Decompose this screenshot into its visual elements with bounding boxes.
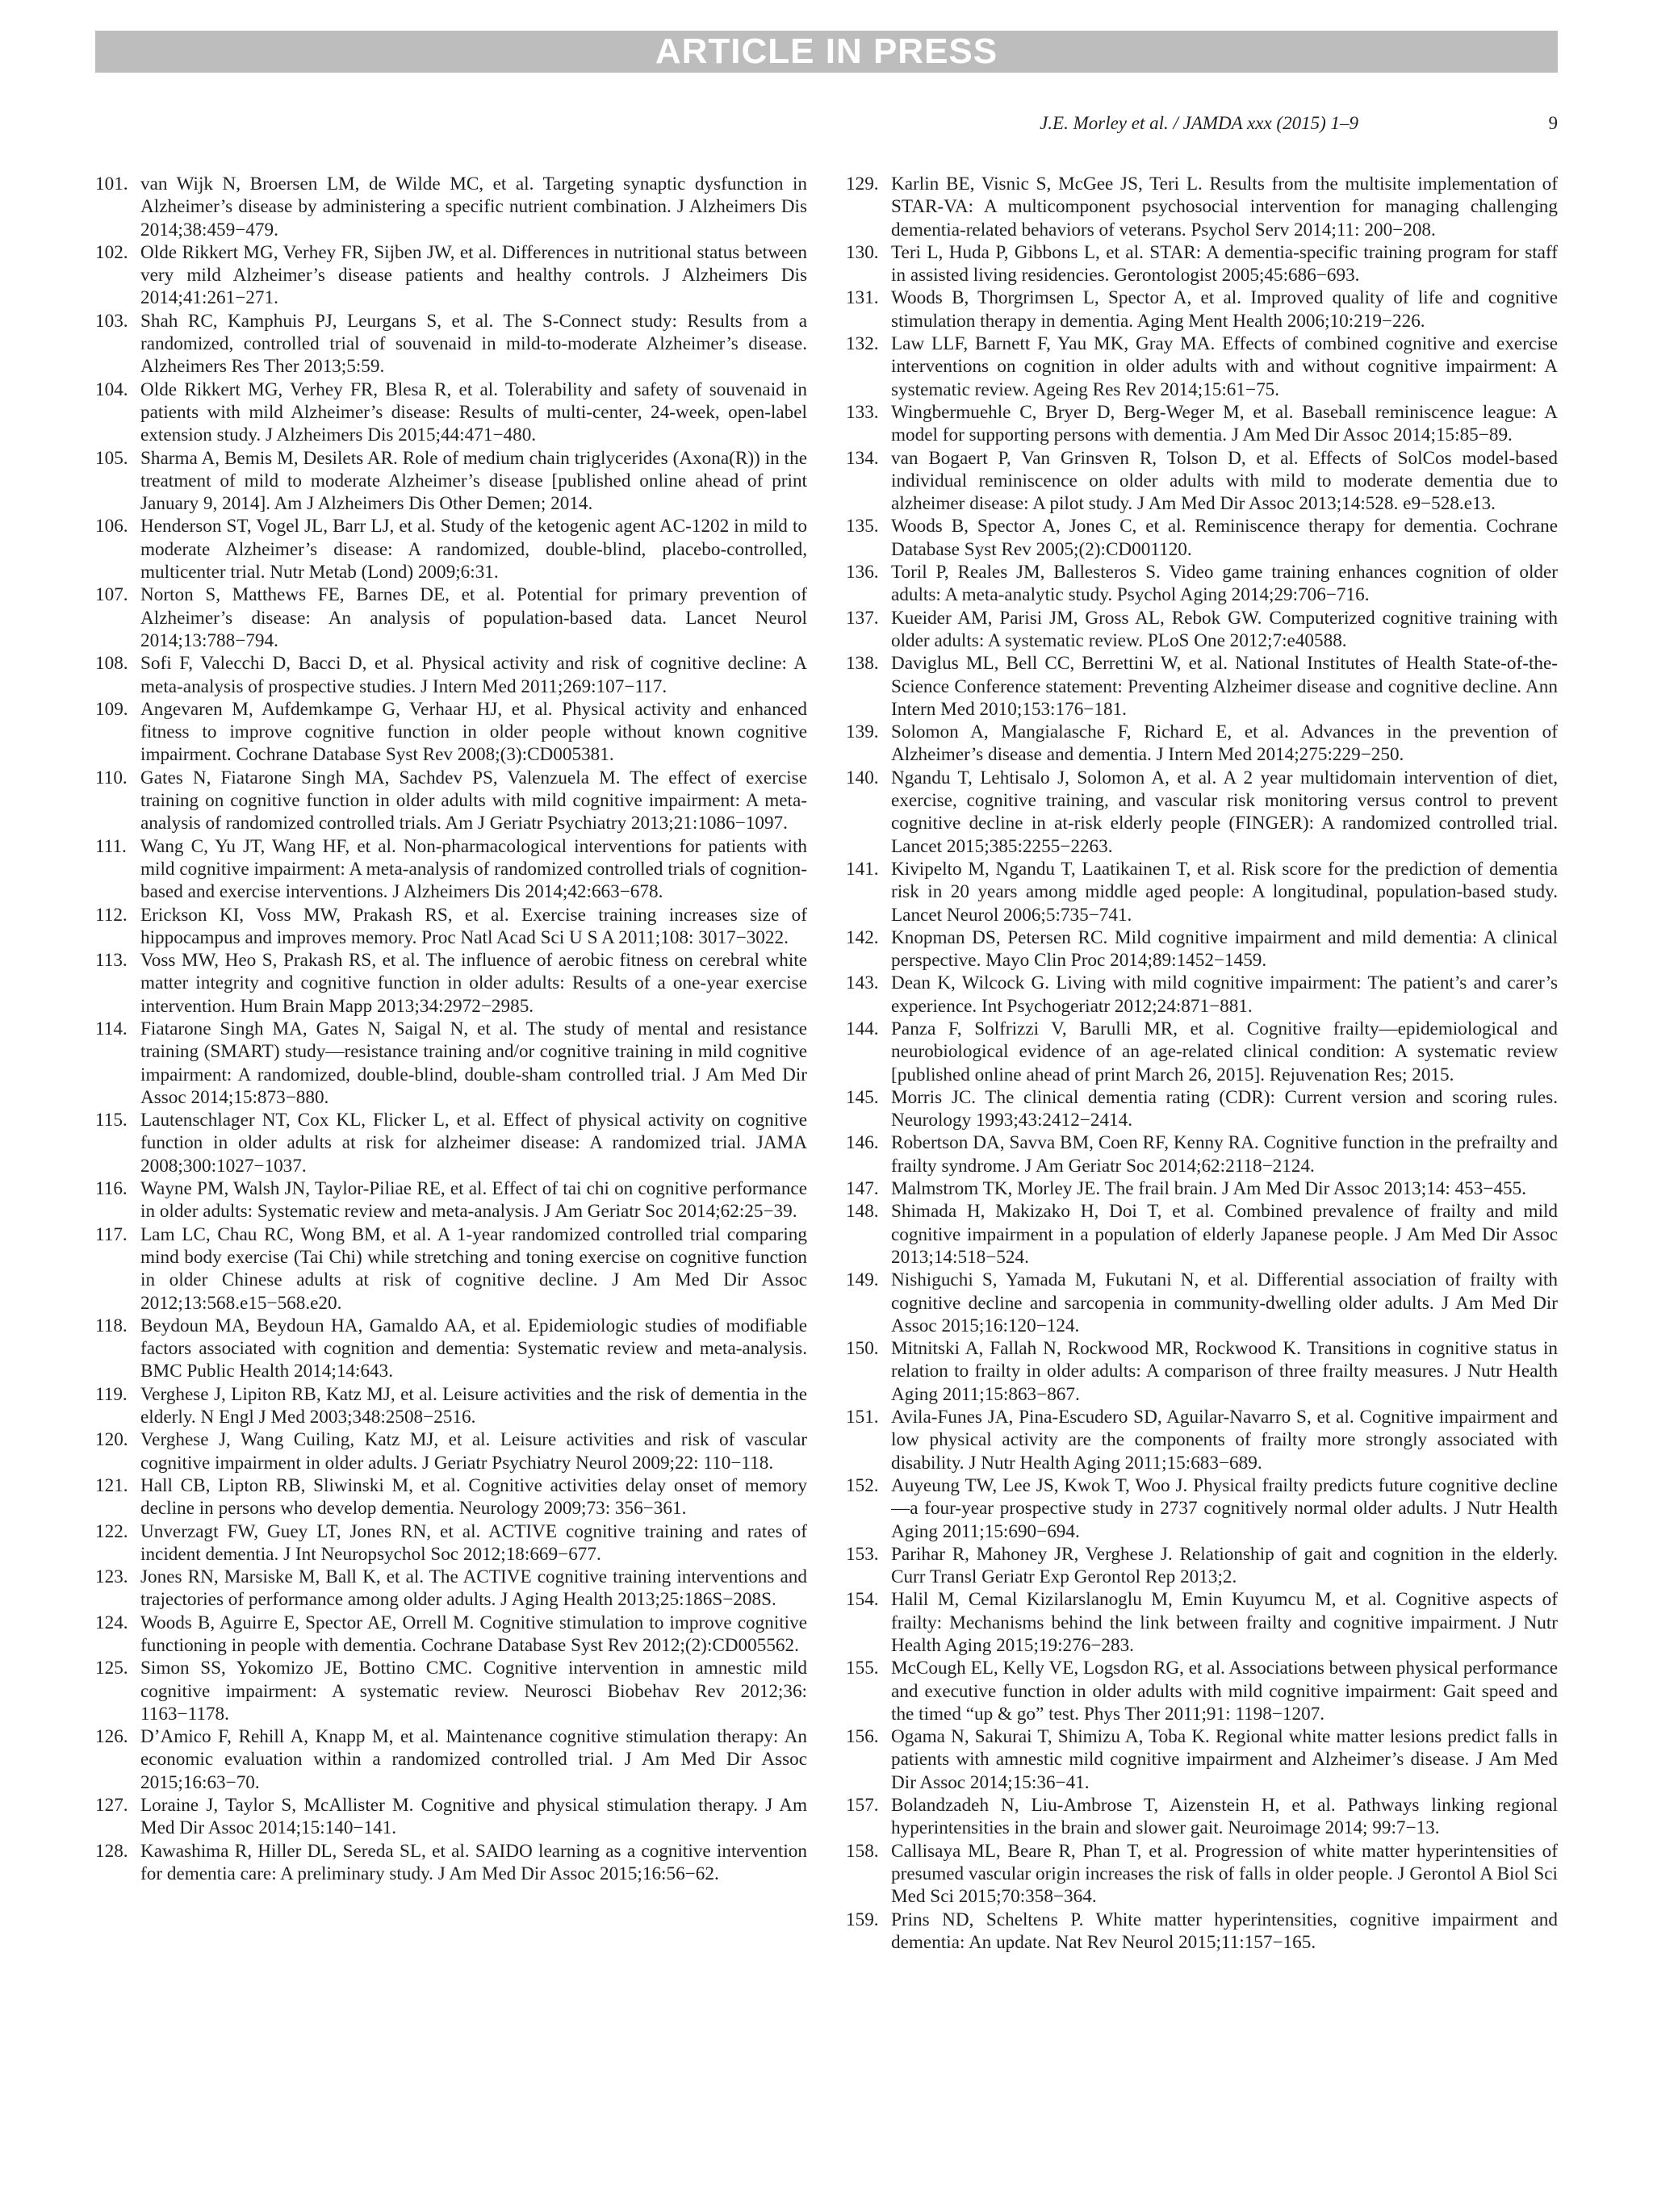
reference-item bbox=[95, 698, 807, 767]
reference-number: 120. bbox=[95, 1429, 128, 1451]
reference-text: Fiatarone Singh MA, Gates N, Saigal N, et al. The study of mental and resistance training (SMART) study—resistance training and/or cognitive training in mild cognitive impairment: A randomized, double-blind, double-sham controlled trial. J Am Med Dir Assoc 2014;15:873−880. bbox=[140, 1018, 807, 1108]
reference-number: 156. bbox=[846, 1726, 879, 1748]
reference-text: Erickson KI, Voss MW, Prakash RS, et al. Exercise training increases size of hippocampus and improves memory. Proc Natl Acad Sci U S A 2011;108: 3017−3022. bbox=[140, 904, 807, 948]
reference-text: Law LLF, Barnett F, Yau MK, Gray MA. Effects of combined cognitive and exercise interventions on cognition in older adults with and without cognitive impairment: A systematic review. Ageing Res Rev 2014;15:61−75. bbox=[891, 333, 1558, 400]
reference-text: Woods B, Spector A, Jones C, et al. Reminiscence therapy for dementia. Cochrane Database Syst Rev 2005;(2):CD001120. bbox=[891, 516, 1558, 560]
reference-number: 152. bbox=[846, 1474, 879, 1496]
reference-number: 134. bbox=[846, 447, 879, 469]
reference-list-right bbox=[846, 173, 1558, 1954]
reference-number: 143. bbox=[846, 972, 879, 994]
reference-text: Halil M, Cemal Kizilarslanoglu M, Emin Kuyumcu M, et al. Cognitive aspects of frailty: Mechanisms behind the link between frailty and cognitive impairment. J Nutr Health Aging 2015;19:276−283. bbox=[891, 1589, 1558, 1656]
reference-item bbox=[846, 926, 1558, 972]
reference-item bbox=[846, 1909, 1558, 1955]
reference-number: 122. bbox=[95, 1520, 128, 1542]
reference-item bbox=[95, 1474, 807, 1520]
reference-text: Sharma A, Bemis M, Desilets AR. Role of medium chain triglycerides (Axona(R)) in the treatment of mild to moderate Alzheimer’s disease [published online ahead of print January 9, 2014]. Am J Alzheimers Dis Other Demen; 2014. bbox=[140, 447, 807, 515]
reference-item bbox=[846, 332, 1558, 401]
reference-text: Prins ND, Scheltens P. White matter hyperintensities, cognitive impairment and dementia: An update. Nat Rev Neurol 2015;11:157−165. bbox=[891, 1909, 1558, 1953]
reference-number: 133. bbox=[846, 401, 879, 423]
article-in-press-banner: ARTICLE IN PRESS bbox=[95, 31, 1558, 73]
reference-number: 141. bbox=[846, 858, 879, 880]
reference-number: 105. bbox=[95, 447, 128, 469]
reference-number: 106. bbox=[95, 516, 128, 537]
reference-text: Verghese J, Lipiton RB, Katz MJ, et al. Leisure activities and the risk of dementia in the elderly. N Engl J Med 2003;348:2508−2516. bbox=[140, 1383, 807, 1428]
reference-number: 112. bbox=[95, 904, 128, 926]
running-header bbox=[95, 113, 1558, 142]
reference-text: Lam LC, Chau RC, Wong BM, et al. A 1-year randomized controlled trial comparing mind body exercise (Tai Chi) while stretching and toning exercise on cognitive function in older Chinese adults at risk of cognitive decline. J Am Med Dir Assoc 2012;13:568.e15−568.e20. bbox=[140, 1223, 807, 1314]
reference-item bbox=[846, 858, 1558, 926]
reference-item bbox=[95, 1109, 807, 1177]
reference-text: Woods B, Thorgrimsen L, Spector A, et al. Improved quality of life and cognitive stimulation therapy in dementia. Aging Ment Health 2006;10:219−226. bbox=[891, 287, 1558, 332]
reference-text: Simon SS, Yokomizo JE, Bottino CMC. Cognitive intervention in amnestic mild cognitive impairment: A systematic review. Neurosci Biobehav Rev 2012;36: 1163−1178. bbox=[140, 1658, 807, 1725]
reference-text: Shimada H, Makizako H, Doi T, et al. Combined prevalence of frailty and mild cognitive impairment in a population of elderly Japanese people. J Am Med Dir Assoc 2013;14:518−524. bbox=[891, 1201, 1558, 1268]
reference-item bbox=[846, 241, 1558, 287]
reference-text: Woods B, Aguirre E, Spector AE, Orrell M. Cognitive stimulation to improve cognitive functioning in people with dementia. Cochrane Database Syst Rev 2012;(2):CD005562. bbox=[140, 1612, 807, 1656]
reference-text: Mitnitski A, Fallah N, Rockwood MR, Rockwood K. Transitions in cognitive status in relation to frailty in older adults: A comparison of three frailty measures. J Nutr Health Aging 2011;15:863−867. bbox=[891, 1338, 1558, 1405]
reference-item bbox=[95, 1520, 807, 1566]
reference-item bbox=[95, 1657, 807, 1725]
reference-number: 135. bbox=[846, 516, 879, 537]
reference-text: Ogama N, Sakurai T, Shimizu A, Toba K. Regional white matter lesions predict falls in patients with amnestic mild cognitive impairment and Alzheimer’s disease. J Am Med Dir Assoc 2014;15:36−41. bbox=[891, 1726, 1558, 1793]
reference-item bbox=[95, 515, 807, 583]
reference-item bbox=[846, 447, 1558, 516]
reference-text: Hall CB, Lipton RB, Sliwinski M, et al. Cognitive activities delay onset of memory decline in persons who develop dementia. Neurology 2009;73: 356−361. bbox=[140, 1474, 807, 1520]
reference-item bbox=[846, 1131, 1558, 1177]
reference-text: Wang C, Yu JT, Wang HF, et al. Non-pharmacological interventions for patients with mild cognitive impairment: A meta-analysis of randomized controlled trials of cognition-based and exercise interventions. J Alzheimers Dis 2014;42:663−678. bbox=[140, 835, 807, 903]
reference-text: Wayne PM, Walsh JN, Taylor-Piliae RE, et al. Effect of tai chi on cognitive performance in older adults: Systematic review and meta-analysis. J Am Geriatr Soc 2014;62:25−39. bbox=[140, 1178, 807, 1223]
reference-number: 131. bbox=[846, 287, 879, 309]
reference-text: Verghese J, Wang Cuiling, Katz MJ, et al. Leisure activities and risk of vascular cognitive impairment in older adults. J Geriatr Psychiatry Neurol 2009;22: 110−118. bbox=[140, 1429, 807, 1474]
reference-number: 130. bbox=[846, 241, 879, 263]
references-left-column bbox=[95, 173, 807, 1885]
reference-item bbox=[95, 1840, 807, 1886]
reference-number: 113. bbox=[95, 950, 128, 972]
reference-text: Morris JC. The clinical dementia rating (CDR): Current version and scoring rules. Neurology 1993;43:2412−2414. bbox=[891, 1086, 1558, 1131]
reference-text: D’Amico F, Rehill A, Knapp M, et al. Maintenance cognitive stimulation therapy: An economic evaluation within a randomized controlled trial. J Am Med Dir Assoc 2015;16:63−70. bbox=[140, 1726, 807, 1793]
reference-number: 148. bbox=[846, 1201, 879, 1223]
reference-number: 139. bbox=[846, 721, 879, 743]
reference-number: 145. bbox=[846, 1086, 879, 1108]
reference-item bbox=[95, 1177, 807, 1223]
reference-item bbox=[846, 401, 1558, 447]
reference-number: 125. bbox=[95, 1658, 128, 1679]
reference-text: Parihar R, Mahoney JR, Verghese J. Relationship of gait and cognition in the elderly. Curr Transl Geriatr Exp Gerontol Rep 2013;2. bbox=[891, 1543, 1558, 1588]
reference-text: Shah RC, Kamphuis PJ, Leurgans S, et al. The S-Connect study: Results from a randomized, controlled trial of souvenaid in mild-to-moderate Alzheimer’s disease. Alzheimers Res Ther 2013;5:59. bbox=[140, 310, 807, 378]
reference-item bbox=[846, 767, 1558, 858]
reference-list-left bbox=[95, 173, 807, 1885]
reference-number: 124. bbox=[95, 1612, 128, 1633]
reference-text: Malmstrom TK, Morley JE. The frail brain. J Am Med Dir Assoc 2013;14: 453−455. bbox=[891, 1178, 1527, 1200]
reference-item bbox=[95, 767, 807, 835]
journal-citation: J.E. Morley et al. / JAMDA xxx (2015) 1–9 bbox=[1040, 113, 1358, 133]
reference-item bbox=[846, 1086, 1558, 1132]
reference-number: 142. bbox=[846, 926, 879, 948]
reference-number: 115. bbox=[95, 1110, 128, 1131]
reference-number: 109. bbox=[95, 698, 128, 720]
reference-number: 129. bbox=[846, 174, 879, 194]
reference-number: 159. bbox=[846, 1909, 879, 1930]
reference-item bbox=[846, 173, 1558, 241]
reference-item bbox=[846, 721, 1558, 767]
reference-number: 114. bbox=[95, 1018, 128, 1039]
reference-text: Jones RN, Marsiske M, Ball K, et al. The ACTIVE cognitive training interventions and trajectories of performance among older adults. J Aging Health 2013;25:186S−208S. bbox=[140, 1566, 807, 1611]
reference-text: Toril P, Reales JM, Ballesteros S. Video game training enhances cognition of older adults: A meta-analytic study. Psychol Aging 2014;29:706−716. bbox=[891, 562, 1558, 606]
reference-item bbox=[95, 949, 807, 1018]
reference-text: van Wijk N, Broersen LM, de Wilde MC, et al. Targeting synaptic dysfunction in Alzheimer’s disease by administering a specific nutrient combination. J Alzheimers Dis 2014;38:459−479. bbox=[140, 174, 807, 240]
reference-number: 107. bbox=[95, 584, 128, 606]
reference-number: 140. bbox=[846, 767, 879, 788]
reference-number: 151. bbox=[846, 1407, 879, 1428]
reference-text: Kivipelto M, Ngandu T, Laatikainen T, et al. Risk score for the prediction of dementia risk in 20 years among middle aged people: A longitudinal, population-based study. Lancet Neurol 2006;5:735−741. bbox=[891, 858, 1558, 926]
reference-text: Henderson ST, Vogel JL, Barr LJ, et al. Study of the ketogenic agent AC-1202 in mild to moderate Alzheimer’s disease: A randomized, double-blind, placebo-controlled, multicenter trial. Nutr Metab (Lond) 2009;6:31. bbox=[140, 516, 807, 583]
reference-text: Avila-Funes JA, Pina-Escudero SD, Aguilar-Navarro S, et al. Cognitive impairment and low physical activity are the components of frailty more strongly associated with disability. J Nutr Health Aging 2011;15:683−689. bbox=[891, 1407, 1558, 1474]
reference-number: 132. bbox=[846, 333, 879, 355]
reference-number: 128. bbox=[95, 1840, 128, 1862]
reference-item bbox=[846, 1269, 1558, 1337]
reference-text: Karlin BE, Visnic S, McGee JS, Teri L. Results from the multisite implementation of STAR-VA: A multicomponent psychosocial intervention for managing challenging dementia-related behaviors of veterans. Psychol Serv 2014;11: 200−208. bbox=[891, 174, 1558, 240]
reference-item bbox=[95, 1018, 807, 1109]
reference-text: Dean K, Wilcock G. Living with mild cognitive impairment: The patient’s and carer’s experience. Int Psychogeriatr 2012;24:871−881. bbox=[891, 972, 1558, 1017]
reference-number: 147. bbox=[846, 1178, 879, 1200]
reference-number: 154. bbox=[846, 1589, 879, 1611]
reference-item bbox=[95, 904, 807, 950]
reference-item bbox=[95, 583, 807, 652]
reference-number: 136. bbox=[846, 562, 879, 583]
reference-item bbox=[846, 515, 1558, 561]
reference-item bbox=[95, 173, 807, 241]
reference-number: 123. bbox=[95, 1566, 128, 1588]
reference-text: Kawashima R, Hiller DL, Sereda SL, et al. SAIDO learning as a cognitive intervention for dementia care: A preliminary study. J Am Med Dir Assoc 2015;16:56−62. bbox=[140, 1840, 807, 1884]
reference-item bbox=[846, 1588, 1558, 1657]
reference-item bbox=[95, 241, 807, 310]
reference-item bbox=[846, 1406, 1558, 1474]
reference-number: 116. bbox=[95, 1178, 128, 1200]
reference-text: Kueider AM, Parisi JM, Gross AL, Rebok GW. Computerized cognitive training with older adults: A systematic review. PLoS One 2012;7:e40588. bbox=[891, 607, 1558, 651]
reference-item bbox=[95, 1794, 807, 1840]
reference-number: 149. bbox=[846, 1269, 879, 1291]
reference-text: Olde Rikkert MG, Verhey FR, Sijben JW, et al. Differences in nutritional status between very mild Alzheimer’s disease patients and healthy controls. J Alzheimers Dis 2014;41:261−271. bbox=[140, 241, 807, 309]
reference-text: Callisaya ML, Beare R, Phan T, et al. Progression of white matter hyperintensities of presumed vascular origin increases the risk of falls in older people. J Gerontol A Biol Sci Med Sci 2015;70:358−364. bbox=[891, 1840, 1558, 1908]
reference-item bbox=[846, 1337, 1558, 1406]
reference-text: Loraine J, Taylor S, McAllister M. Cognitive and physical stimulation therapy. J Am Med Dir Assoc 2014;15:140−141. bbox=[140, 1795, 807, 1839]
references-right-column bbox=[846, 173, 1558, 1954]
reference-text: Gates N, Fiatarone Singh MA, Sachdev PS, Valenzuela M. The effect of exercise training on cognitive function in older adults with mild cognitive impairment: A meta-analysis of randomized controlled trials. Am J Geriatr Psychiatry 2013;21:1086−1097. bbox=[140, 767, 807, 834]
reference-text: Auyeung TW, Lee JS, Kwok T, Woo J. Physical frailty predicts future cognitive decline—a four-year prospective study in 2737 cognitively normal older adults. J Nutr Health Aging 2011;15:690−694. bbox=[891, 1474, 1558, 1542]
reference-item bbox=[95, 1612, 807, 1658]
reference-item bbox=[846, 1725, 1558, 1794]
reference-item bbox=[846, 652, 1558, 721]
reference-item bbox=[95, 1223, 807, 1315]
reference-text: Bolandzadeh N, Liu-Ambrose T, Aizenstein H, et al. Pathways linking regional hyperintensities in the brain and slower gait. Neuroimage 2014; 99:7−13. bbox=[891, 1795, 1558, 1839]
reference-text: Knopman DS, Petersen RC. Mild cognitive impairment and mild dementia: A clinical perspective. Mayo Clin Proc 2014;89:1452−1459. bbox=[891, 926, 1558, 972]
reference-item bbox=[95, 652, 807, 698]
reference-text: Solomon A, Mangialasche F, Richard E, et al. Advances in the prevention of Alzheimer’s disease and dementia. J Intern Med 2014;275:229−250. bbox=[891, 721, 1558, 766]
reference-text: Panza F, Solfrizzi V, Barulli MR, et al. Cognitive frailty—epidemiological and neurobiological evidence of an age-related clinical condition: A systematic review [published online ahead of print March 26, 2015]. Rejuvenation Res; 2015. bbox=[891, 1018, 1558, 1085]
reference-text: Sofi F, Valecchi D, Bacci D, et al. Physical activity and risk of cognitive decline: A meta-analysis of prospective studies. J Intern Med 2011;269:107−117. bbox=[140, 653, 807, 697]
reference-item bbox=[846, 561, 1558, 607]
reference-item bbox=[846, 1200, 1558, 1269]
reference-item bbox=[846, 1543, 1558, 1589]
reference-text: McCough EL, Kelly VE, Logsdon RG, et al. Associations between physical performance and executive function in older adults with mild cognitive impairment: Gait speed and the timed “up & go” test. Phys Ther 2011;91: 1198−1207. bbox=[891, 1658, 1558, 1725]
reference-item bbox=[95, 310, 807, 378]
reference-item bbox=[95, 835, 807, 904]
reference-item bbox=[846, 1840, 1558, 1909]
reference-item bbox=[846, 1474, 1558, 1543]
reference-number: 126. bbox=[95, 1726, 128, 1748]
reference-item bbox=[846, 1657, 1558, 1725]
reference-item bbox=[846, 1018, 1558, 1086]
reference-item bbox=[95, 1566, 807, 1612]
reference-item bbox=[846, 1794, 1558, 1840]
reference-number: 117. bbox=[95, 1223, 128, 1245]
reference-text: Daviglus ML, Bell CC, Berrettini W, et al. National Institutes of Health State-of-the-Science Conference statement: Preventing Alzheimer disease and cognitive decline. Ann Intern Med 2010;153:176−181. bbox=[891, 653, 1558, 720]
reference-item bbox=[846, 607, 1558, 653]
reference-item bbox=[95, 1315, 807, 1383]
reference-text: Lautenschlager NT, Cox KL, Flicker L, et al. Effect of physical activity on cognitive function in older adults at risk for alzheimer disease: A randomized trial. JAMA 2008;300:1027−1037. bbox=[140, 1110, 807, 1177]
reference-number: 103. bbox=[95, 310, 128, 332]
reference-number: 158. bbox=[846, 1840, 879, 1862]
reference-text: Angevaren M, Aufdemkampe G, Verhaar HJ, et al. Physical activity and enhanced fitness to improve cognitive function in older people without known cognitive impairment. Cochrane Database Syst Rev 2008;(3):CD005381. bbox=[140, 698, 807, 766]
reference-text: Beydoun MA, Beydoun HA, Gamaldo AA, et al. Epidemiologic studies of modifiable factors associated with cognition and dementia: Systematic review and meta-analysis. BMC Public Health 2014;14:643. bbox=[140, 1315, 807, 1382]
reference-number: 150. bbox=[846, 1338, 879, 1360]
reference-item bbox=[95, 1725, 807, 1794]
reference-number: 110. bbox=[95, 767, 128, 788]
reference-text: Nishiguchi S, Yamada M, Fukutani N, et al. Differential association of frailty with cognitive decline and sarcopenia in community-dwelling older adults. J Am Med Dir Assoc 2015;16:120−124. bbox=[891, 1269, 1558, 1336]
reference-number: 104. bbox=[95, 378, 128, 400]
reference-number: 127. bbox=[95, 1795, 128, 1817]
reference-number: 138. bbox=[846, 653, 879, 675]
reference-item bbox=[846, 286, 1558, 332]
reference-number: 108. bbox=[95, 653, 128, 675]
reference-number: 111. bbox=[95, 835, 127, 857]
reference-item bbox=[95, 1428, 807, 1474]
reference-number: 119. bbox=[95, 1383, 128, 1405]
reference-text: Robertson DA, Savva BM, Coen RF, Kenny RA. Cognitive function in the prefrailty and frailty syndrome. J Am Geriatr Soc 2014;62:2118−2124. bbox=[891, 1132, 1558, 1177]
reference-text: Teri L, Huda P, Gibbons L, et al. STAR: A dementia-specific training program for staff in assisted living residencies. Gerontologist 2005;45:686−693. bbox=[891, 241, 1558, 286]
reference-text: Olde Rikkert MG, Verhey FR, Blesa R, et al. Tolerability and safety of souvenaid in patients with mild Alzheimer’s disease: Results of multi-center, 24-week, open-label extension study. J Alzheimers Dis 2015;44:471−480. bbox=[140, 378, 807, 446]
reference-text: van Bogaert P, Van Grinsven R, Tolson D, et al. Effects of SolCos model-based individual reminiscence on older adults with mild to moderate dementia due to alzheimer disease: A pilot study. J Am Med Dir Assoc 2013;14:528. e9−528.e13. bbox=[891, 447, 1558, 515]
reference-number: 146. bbox=[846, 1132, 879, 1154]
reference-text: Norton S, Matthews FE, Barnes DE, et al. Potential for primary prevention of Alzheimer’s disease: An analysis of population-based data. Lancet Neurol 2014;13:788−794. bbox=[140, 584, 807, 651]
reference-number: 155. bbox=[846, 1658, 879, 1679]
reference-number: 144. bbox=[846, 1018, 879, 1039]
reference-item bbox=[95, 378, 807, 447]
reference-text: Ngandu T, Lehtisalo J, Solomon A, et al. A 2 year multidomain intervention of diet, exercise, cognitive training, and vascular risk monitoring versus control to prevent cognitive decline in at-risk elderly people (FINGER): A randomized controlled trial. Lancet 2015;385:2255−2263. bbox=[891, 767, 1558, 857]
reference-number: 137. bbox=[846, 607, 879, 629]
reference-number: 157. bbox=[846, 1795, 879, 1817]
reference-text: Voss MW, Heo S, Prakash RS, et al. The influence of aerobic fitness on cerebral white matter integrity and cognitive function in older adults: Results of a one-year exercise intervention. Hum Brain Mapp 2013;34:2972−2985. bbox=[140, 950, 807, 1017]
reference-item bbox=[846, 972, 1558, 1018]
reference-number: 102. bbox=[95, 241, 128, 263]
reference-item bbox=[846, 1177, 1558, 1200]
reference-text: Unverzagt FW, Guey LT, Jones RN, et al. ACTIVE cognitive training and rates of incident dementia. J Int Neuropsychol Soc 2012;18:669−677. bbox=[140, 1520, 807, 1565]
reference-number: 153. bbox=[846, 1543, 879, 1565]
reference-text: Wingbermuehle C, Bryer D, Berg-Weger M, et al. Baseball reminiscence league: A model for supporting persons with dementia. J Am Med Dir Assoc 2014;15:85−89. bbox=[891, 401, 1558, 446]
reference-item bbox=[95, 447, 807, 516]
page-number: 9 bbox=[1548, 113, 1558, 133]
reference-item bbox=[95, 1383, 807, 1429]
reference-number: 118. bbox=[95, 1315, 128, 1336]
reference-number: 121. bbox=[95, 1474, 128, 1496]
reference-number: 101. bbox=[95, 174, 128, 194]
